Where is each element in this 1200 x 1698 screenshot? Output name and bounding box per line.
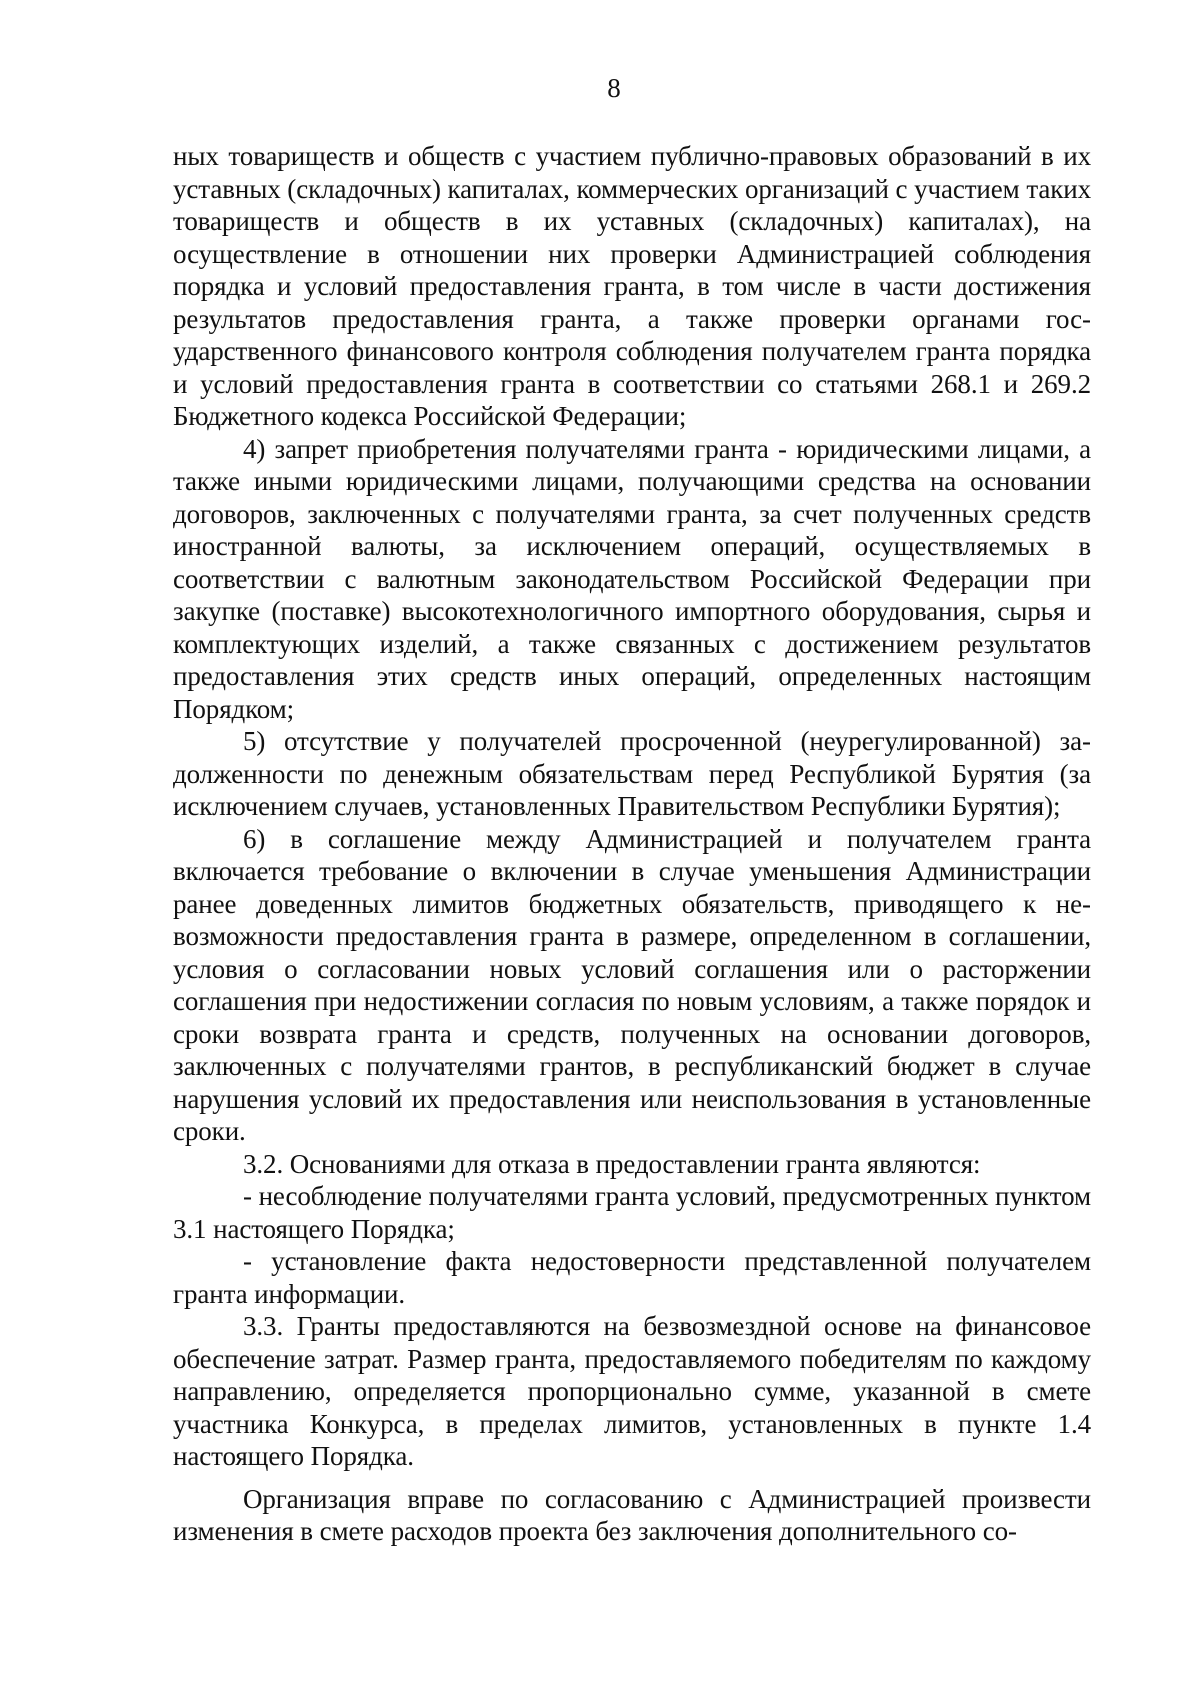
paragraph-continuation: ных товариществ и обществ с участием публично-правовых образований в их уставных (складочных) капиталах, коммерческих организаций с участием таких товариществ и обществ в их уставных (складочных) капиталах), на осуществление в отношении них проверки Администрацией соблюдения порядка и условий предоставления гранта, в том числе в части достижения результатов предоставления гранта, а также проверки органами государственного финансового контроля соблюдения получателем гранта порядка и условий предоставления гранта в соответствии со статьями 268.1 и 269.2 Бюджетного кодекса Российской Федерации; (173, 141, 1091, 431)
document-body (173, 140, 1091, 1548)
paragraph-item-5: 5) отсутствие у получателей просроченной (неурегулированной) задолженности по денежным обязательствам перед Республикой Бурятия (за исключением случаев, установленных Правительством Республики Бурятия); (173, 726, 1091, 821)
paragraph-item-6: 6) в соглашение между Администрацией и получателем гранта включается требование о включении в случае уменьшения Администрации ранее доведенных лимитов бюджетных обязательств, приводящего к невозможности предоставления гранта в размере, определенном в соглашении, условия о согласовании новых условий соглашения или о расторжении соглашения при недостижении согласия по новым условиям, а также порядок и сроки возврата гранта и средств, полученных на основании договоров, заключенных с получателями грантов, в республиканский бюджет в случае нарушения условий их предоставления или неиспользования в установленные сроки. (173, 823, 1091, 1146)
paragraph-3-2-dash-1: - несоблюдение получателями гранта условий, предусмотренных пунктом 3.1 настоящего Порядка; (173, 1181, 1091, 1244)
page-number: 8 (607, 73, 621, 103)
paragraph-3-2-dash-2: - установление факта недостоверности представленной получателем гранта информации. (173, 1246, 1091, 1309)
paragraph-organization: Организация вправе по согласованию с Администрацией произвести изменения в смете расходов проекта без заключения дополнительного со- (173, 1483, 1091, 1546)
paragraph-3-2: 3.2. Основаниями для отказа в предоставлении гранта являются: (243, 1148, 981, 1179)
paragraph-item-4: 4) запрет приобретения получателями гранта - юридическими лицами, а также иными юридическими лицами, получающими средства на основании договоров, заключенных с получателями гранта, за счет полученных средств иностранной валюты, за исключением операций, осуществляемых в соответствии с валютным законодательством Российской Федерации при закупке (поставке) высокотехнологичного импортного оборудования, сырья и комплектующих изделий, а также связанных с достижением результатов предоставления этих средств иных операций, определенных настоящим Порядком; (173, 433, 1091, 724)
paragraph-3-3: 3.3. Гранты предоставляются на безвозмездной основе на финансовое обеспечение затрат. Размер гранта, предоставляемого победителям по каждому направлению, определяется пропорционально сумме, указанной в смете участника Конкурса, в пределах лимитов, установленных в пункте 1.4 настоящего Порядка. (173, 1311, 1091, 1471)
